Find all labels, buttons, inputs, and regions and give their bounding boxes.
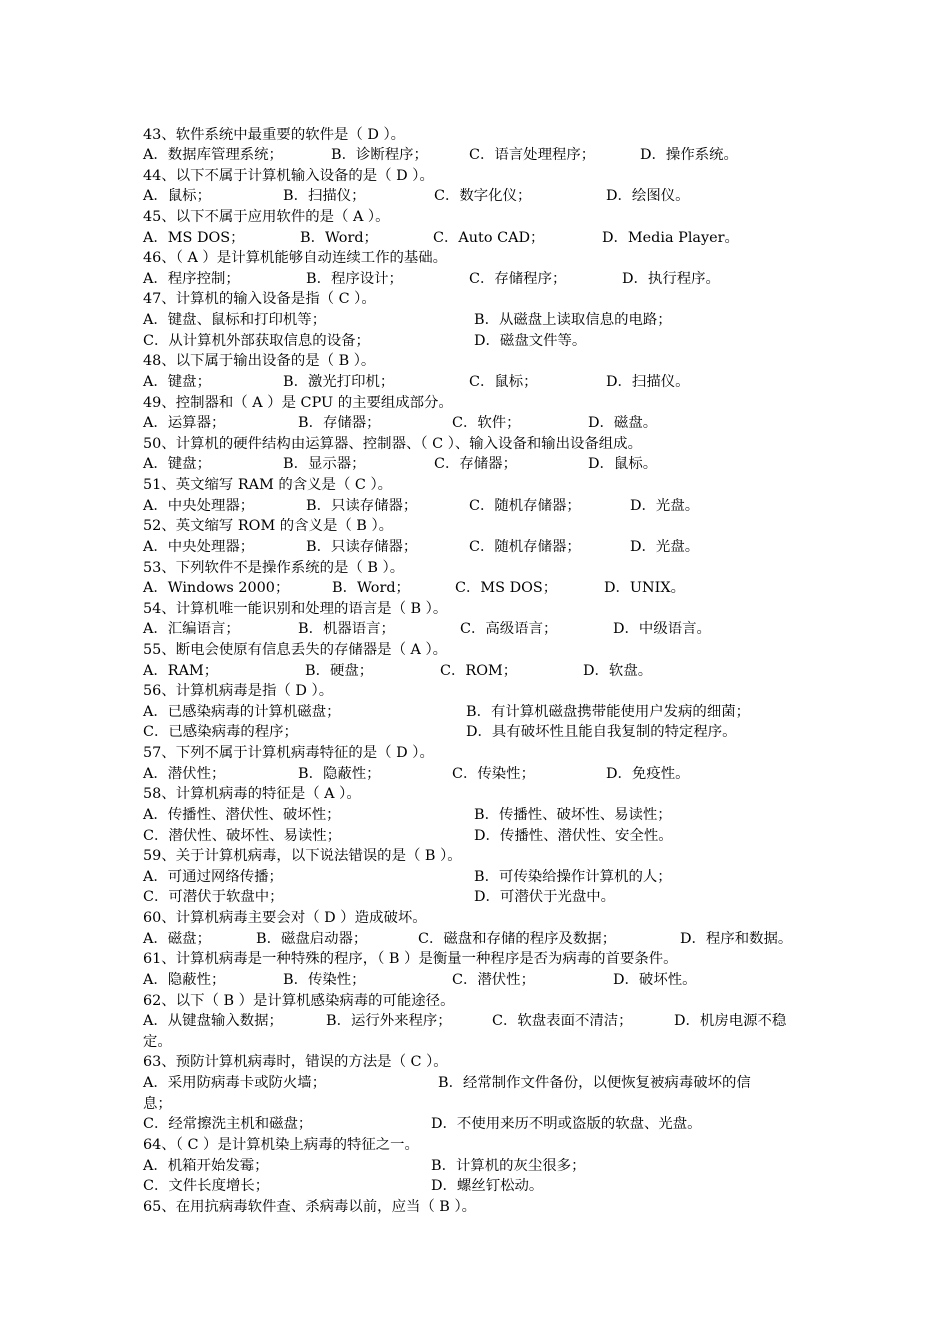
question-line (143, 949, 813, 970)
question-line (143, 558, 813, 579)
question-line (143, 599, 813, 620)
option-text: A．运算器； (143, 415, 226, 432)
option-text: C．存储程序； (469, 270, 567, 287)
option-text: D．操作系统。 (640, 147, 738, 164)
question-line (143, 1197, 813, 1218)
option-text: B．从磁盘上读取信息的电路； (474, 312, 672, 329)
option-line (143, 661, 813, 682)
option-text: D．可潜伏于光盘中。 (474, 889, 616, 906)
option-text: D．光盘。 (630, 538, 700, 555)
option-line (143, 1011, 813, 1032)
option-text: C．软件； (452, 415, 521, 432)
option-text: B．运行外来程序； (326, 1013, 452, 1030)
option-text: B．磁盘启动器； (256, 930, 368, 947)
option-text: A．机箱开始发霉； (143, 1157, 269, 1174)
option-text: B．传染性； (283, 971, 366, 988)
line-text: 43、软件系统中最重要的软件是（ D ）。 (143, 126, 406, 143)
line-text: 46、（ A ）是计算机能够自动连续工作的基础。 (143, 250, 448, 267)
line-text: 52、英文缩写 ROM 的含义是（ B ）。 (143, 518, 394, 535)
option-text: C．可潜伏于软盘中； (143, 889, 284, 906)
option-text: C．文件长度增长； (143, 1178, 270, 1195)
line-text: 息； (143, 1095, 172, 1112)
line-text: 65、在用抗病毒软件查、杀病毒以前，应当（ B ）。 (143, 1198, 477, 1215)
question-line (143, 991, 813, 1012)
option-text: D．光盘。 (630, 497, 700, 514)
option-text: B．只读存储器； (306, 538, 418, 555)
option-text: B．隐蔽性； (298, 765, 381, 782)
option-text: D．执行程序。 (622, 270, 720, 287)
line-text: 44、以下不属于计算机输入设备的是（ D ）。 (143, 167, 434, 184)
option-line (143, 228, 813, 249)
option-line (143, 578, 813, 599)
option-text: C．软盘表面不清洁； (492, 1013, 633, 1030)
option-text: A．中央处理器； (143, 538, 255, 555)
option-text: C．随机存储器； (469, 538, 581, 555)
option-text: A．传播性、潜伏性、破坏性； (143, 806, 341, 823)
option-text: A．RAM； (143, 662, 219, 679)
option-text: C．从计算机外部获取信息的设备； (143, 332, 370, 349)
option-text: C．磁盘和存储的程序及数据； (418, 930, 617, 947)
option-line (143, 764, 813, 785)
line-text: 50、计算机的硬件结构由运算器、控制器、（ C ）、输入设备和输出设备组成。 (143, 435, 642, 452)
option-line (143, 1156, 813, 1177)
option-text: A．采用防病毒卡或防火墙； (143, 1075, 327, 1092)
text-line (143, 1032, 813, 1053)
option-text: A．程序控制； (143, 270, 240, 287)
line-text: 64、（ C ）是计算机染上病毒的特征之一。 (143, 1136, 419, 1153)
option-text: B．计算机的灰尘很多； (431, 1157, 586, 1174)
option-text: D．程序和数据。 (680, 930, 793, 947)
option-line (143, 702, 813, 723)
line-text: 47、计算机的输入设备是指（ C ）。 (143, 291, 376, 308)
question-line (143, 207, 813, 228)
option-text: B．诊断程序； (331, 147, 428, 164)
line-text: 定。 (143, 1033, 172, 1050)
option-text: B．程序设计； (306, 270, 403, 287)
option-line (143, 887, 813, 908)
option-line (143, 619, 813, 640)
option-text: C．存储器； (434, 456, 517, 473)
option-line (143, 929, 813, 950)
option-text: B．显示器； (283, 456, 366, 473)
option-text: B．机器语言； (298, 621, 395, 638)
option-text: C．MS DOS； (455, 580, 558, 597)
question-line (143, 784, 813, 805)
option-text: B．有计算机磁盘携带能使用户发病的细菌； (466, 703, 750, 720)
option-line (143, 826, 813, 847)
option-text: D．破坏性。 (613, 971, 697, 988)
option-text: B．硬盘； (305, 662, 374, 679)
option-line (143, 372, 813, 393)
option-text: A．中央处理器； (143, 497, 255, 514)
option-text: C．潜伏性、破坏性、易读性； (143, 827, 342, 844)
option-text: A．MS DOS； (143, 229, 245, 246)
option-text: D．不使用来历不明或盗版的软盘、光盘。 (431, 1116, 702, 1133)
option-text: C．随机存储器； (469, 497, 581, 514)
option-text: C．潜伏性； (452, 971, 535, 988)
option-text: D．免疫性。 (606, 765, 690, 782)
question-line (143, 743, 813, 764)
option-text: B．可传染给操作计算机的人； (474, 868, 672, 885)
option-text: D．中级语言。 (613, 621, 711, 638)
question-line (143, 640, 813, 661)
option-line (143, 970, 813, 991)
option-text: B．Word； (332, 580, 410, 597)
line-text: 55、断电会使原有信息丢失的存储器是（ A ）。 (143, 642, 448, 658)
line-text: 59、关于计算机病毒，以下说法错误的是（ B ）。 (143, 848, 462, 865)
option-text: D．鼠标。 (588, 456, 658, 473)
option-line (143, 1176, 813, 1197)
option-text: D．磁盘。 (588, 415, 658, 432)
option-line (143, 310, 813, 331)
option-text: B．扫描仪； (283, 188, 366, 205)
text-line (143, 1094, 813, 1115)
option-line (143, 537, 813, 558)
option-text: B．激光打印机； (283, 373, 395, 390)
option-text: C．Auto CAD； (433, 229, 545, 246)
question-line (143, 434, 813, 455)
option-text: C．鼠标； (469, 373, 538, 390)
option-text: D．扫描仪。 (606, 373, 690, 390)
option-line (143, 145, 813, 166)
option-text: C．语言处理程序； (469, 147, 596, 164)
question-line (143, 351, 813, 372)
option-line (143, 1073, 813, 1094)
line-text: 48、以下属于输出设备的是（ B ）。 (143, 353, 376, 370)
option-text: A．隐蔽性； (143, 971, 226, 988)
line-text: 57、下列不属于计算机病毒特征的是（ D ）。 (143, 745, 434, 762)
question-line (143, 166, 813, 187)
question-line (143, 248, 813, 269)
option-text: D．机房电源不稳 (674, 1013, 787, 1030)
option-line (143, 1114, 813, 1135)
question-line (143, 846, 813, 867)
option-text: B．传播性、破坏性、易读性； (474, 806, 672, 823)
line-text: 62、以下（ B ）是计算机感染病毒的可能途径。 (143, 992, 455, 1009)
option-text: A．键盘； (143, 456, 211, 473)
question-line (143, 125, 813, 146)
question-line (143, 1052, 813, 1073)
option-text: A．可通过网络传播； (143, 868, 283, 885)
line-text: 60、计算机病毒主要会对（ D ）造成破坏。 (143, 910, 427, 927)
option-text: C．ROM； (440, 662, 518, 679)
question-line (143, 393, 813, 414)
option-text: D．具有破坏性且能自我复制的特定程序。 (466, 724, 737, 741)
option-text: B．经常制作文件备份，以便恢复被病毒破坏的信 (438, 1075, 751, 1092)
line-text: 54、计算机唯一能识别和处理的语言是（ B ）。 (143, 600, 448, 617)
option-text: D．磁盘文件等。 (474, 332, 587, 349)
option-text: A．汇编语言； (143, 621, 240, 638)
question-line (143, 289, 813, 310)
option-text: B．只读存储器； (306, 497, 418, 514)
question-line (143, 1135, 813, 1156)
line-text: 56、计算机病毒是指（ D ）。 (143, 683, 334, 700)
option-text: D．Media Player。 (602, 229, 739, 246)
question-line (143, 908, 813, 929)
question-line (143, 475, 813, 496)
option-line (143, 867, 813, 888)
option-text: A．数据库管理系统； (143, 147, 283, 164)
option-line (143, 269, 813, 290)
option-text: D．软盘。 (583, 662, 653, 679)
option-line (143, 331, 813, 352)
option-line (143, 186, 813, 207)
option-text: C．经常擦洗主机和磁盘； (143, 1116, 313, 1133)
option-text: B．Word； (300, 229, 378, 246)
line-text: 58、计算机病毒的特征是（ A ）。 (143, 786, 361, 803)
option-text: C．传染性； (452, 765, 535, 782)
question-line (143, 681, 813, 702)
line-text: 49、控制器和（ A ）是 CPU 的主要组成部分。 (143, 394, 453, 411)
option-text: B．存储器； (298, 415, 381, 432)
option-text: D．传播性、潜伏性、安全性。 (474, 827, 673, 844)
option-text: C．已感染病毒的程序； (143, 724, 298, 741)
option-text: D．螺丝钉松动。 (431, 1178, 544, 1195)
option-text: D．UNIX。 (604, 580, 685, 597)
option-line (143, 413, 813, 434)
line-text: 61、计算机病毒是一种特殊的程序，（ B ）是衡量一种程序是否为病毒的首要条件。 (143, 951, 678, 968)
option-text: A．Windows 2000； (143, 580, 290, 597)
option-text: C．高级语言； (460, 621, 558, 638)
option-text: A．键盘； (143, 373, 211, 390)
option-text: A．潜伏性； (143, 765, 226, 782)
option-line (143, 454, 813, 475)
option-text: A．磁盘； (143, 930, 211, 947)
option-text: A．键盘、鼠标和打印机等； (143, 312, 327, 329)
option-line (143, 805, 813, 826)
line-text: 63、预防计算机病毒时，错误的方法是（ C ）。 (143, 1054, 448, 1071)
option-text: D．绘图仪。 (606, 188, 690, 205)
option-line (143, 496, 813, 517)
line-text: 45、以下不属于应用软件的是（ A ）。 (143, 208, 390, 225)
question-line (143, 516, 813, 537)
option-text: A．鼠标； (143, 188, 211, 205)
option-text: A．已感染病毒的计算机磁盘； (143, 703, 341, 720)
line-text: 51、英文缩写 RAM 的含义是（ C ）。 (143, 477, 393, 494)
option-text: A．从键盘输入数据； (143, 1013, 283, 1030)
option-line (143, 722, 813, 743)
line-text: 53、下列软件不是操作系统的是（ B ）。 (143, 559, 405, 576)
option-text: C．数字化仪； (434, 188, 532, 205)
